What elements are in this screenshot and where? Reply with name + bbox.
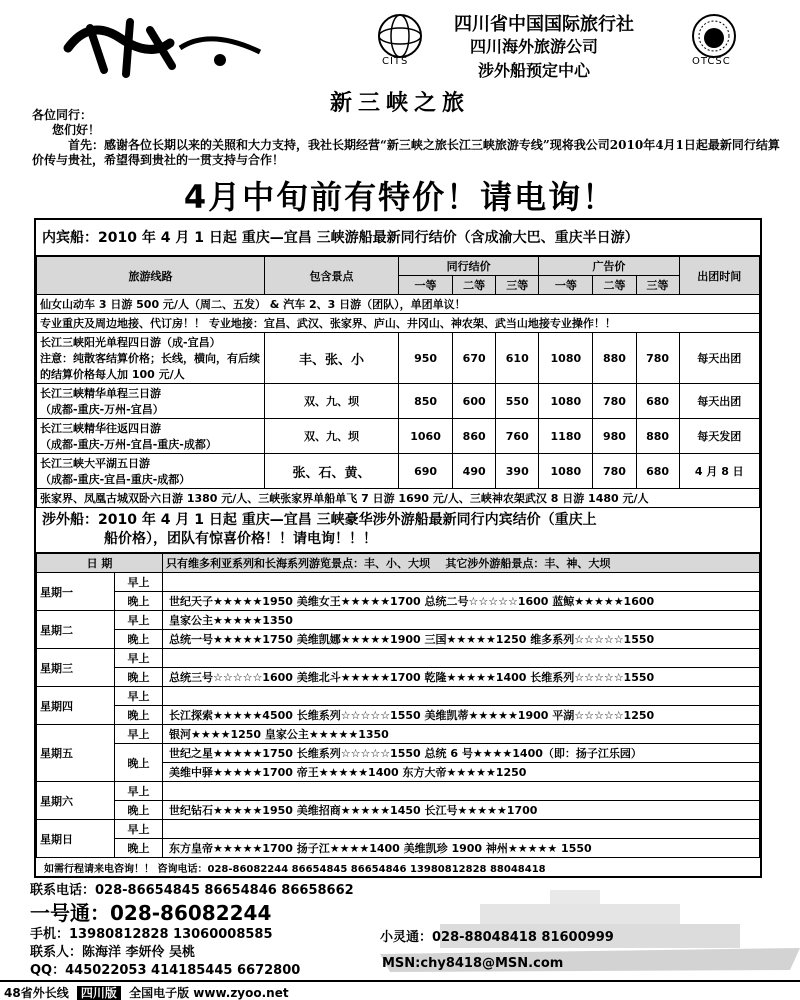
route-detail: 注意：纯散客结算价格；长线，横向，有后续的结算价格每人加 100 元/人 [40,352,260,381]
cruise-pm: 世纪天子★★★★★1950 美维女王★★★★★1700 总统二号☆☆☆☆☆1600 蓝鲸★★★★★1600 [163,592,760,611]
price: 780 [593,454,636,489]
route-name: 长江三峡精华单程三日游 [40,387,161,400]
foreign-note-2: 其它涉外游船景点：丰、神、大坝 [445,557,611,570]
cruise-pm: 美维中驿★★★★★1700 帝王★★★★★1400 东方大帝★★★★★1250 [163,763,760,782]
slot-pm: 晚上 [115,744,163,782]
col-ad: 广告价 [539,257,679,276]
cruise-pm: 总统一号★★★★★1750 美维凯娜★★★★★1900 三国★★★★★1250 维多系列☆☆☆☆☆1550 [163,630,760,649]
price: 600 [453,384,496,419]
contact-msn: MSN:chy8418@MSN.com [382,956,564,971]
col-class: 二等 [593,276,636,295]
cruise-am [163,687,760,706]
col-depart: 出团时间 [679,257,759,295]
slot-am: 早上 [115,782,163,801]
slot-pm: 晚上 [115,839,163,858]
route-name: 长江三峡精华往返四日游 [40,422,161,435]
slot-pm: 晚上 [115,592,163,611]
note-row: 专业重庆及周边地接、代订房！！ 专业地接：宜昌、武汉、张家界、庐山、井冈山、神农架、武当山地接专业操作！！ [37,314,760,333]
table-row [37,333,760,384]
page-number: 48省外长线 [4,986,69,1000]
org-name-2: 四川海外旅游公司 [470,37,599,56]
day-label: 星期五 [37,725,115,782]
table-row [37,384,760,419]
cits-label: CITS [382,56,409,67]
slot-am: 早上 [115,573,163,592]
col-class: 三等 [636,276,679,295]
contact-xiaoling: 小灵通：028-88048418 81600999 [380,930,614,945]
col-class: 二等 [453,276,496,295]
foreign-note-1: 只有维多利亚系列和长海系列游览景点：丰、小、大坝 [166,557,430,570]
price: 860 [453,419,496,454]
depart: 每天出团 [679,384,759,419]
cruise-pm: 世纪钻石★★★★★1950 美维招商★★★★★1450 长江号★★★★★1700 [163,801,760,820]
price: 880 [593,333,636,384]
price-box [34,218,762,878]
edition-badge: 四川版 [77,986,121,1000]
slot-am: 早上 [115,649,163,668]
col-spots: 包含景点 [265,257,399,295]
price: 780 [593,384,636,419]
contact-persons: 联系人：陈海洋 李妍伶 吴桃 [30,945,196,960]
page-subtitle: 新三峡之旅 [329,90,470,116]
day-label: 星期三 [37,649,115,687]
route-name: 长江三峡阳光单程四日游（成-宜昌） [40,336,221,349]
price: 950 [399,333,453,384]
price: 850 [399,384,453,419]
cruise-am [163,649,760,668]
spots: 丰、张、小 [265,333,399,384]
cruise-pm: 长江探索★★★★★4500 长维系列☆☆☆☆☆1550 美维凯蒂★★★★★1900 平湖☆☆☆☆☆1250 [163,706,760,725]
depart: 每天发团 [679,419,759,454]
org-name-1: 四川省中国国际旅行社 [454,14,634,35]
note-row: 张家界、凤凰古城双卧六日游 1380 元/人、三峡张家界单船单飞 7 日游 1690 元/人、三峡神农架武汉 8 日游 1480 元/人 [37,489,760,508]
price: 390 [496,454,539,489]
price: 1080 [539,333,593,384]
cruise-am [163,573,760,592]
day-label: 星期六 [37,782,115,820]
price: 880 [636,419,679,454]
spots: 张、石、黄、 [265,454,399,489]
price: 1080 [539,384,593,419]
spots: 双、九、坝 [265,384,399,419]
day-label: 星期二 [37,611,115,649]
route-detail: （成都-重庆-万州-宜昌-重庆-成都） [40,438,217,451]
cruise-am [163,782,760,801]
col-route: 旅游线路 [37,257,265,295]
price: 1180 [539,419,593,454]
price: 690 [399,454,453,489]
otcsc-logo-icon [690,12,738,60]
contact-mobile: 手机：13980812828 13060008585 [30,927,273,942]
xinxia-logo [60,8,280,80]
route-detail: （成都-重庆-宜昌-重庆-成都） [40,473,191,486]
col-peer: 同行结价 [399,257,539,276]
route-name: 长江三峡大平湖五日游 [40,457,150,470]
cruise-pm: 世纪之星★★★★★1750 长维系列☆☆☆☆☆1550 总统 6 号★★★★1400（即：扬子江乐园） [163,744,760,763]
cruise-am: 皇家公主★★★★★1350 [163,611,760,630]
price: 490 [453,454,496,489]
contact-hotline: 一号通：028-86082244 [30,901,272,925]
col-class: 一等 [399,276,453,295]
depart: 每天出团 [679,333,759,384]
greeting-line-2: 您们好！ [52,123,101,137]
foreign-title-line-2: 船价格），团队有惊喜价格！！请电询！！！ [104,531,377,547]
slot-am: 早上 [115,820,163,839]
contact-qq: QQ：445022053 414185445 6672800 [30,963,301,978]
price: 670 [453,333,496,384]
note-row: 仙女山动车 3 日游 500 元/人（周二、五发） & 汽车 2、3 日游（团队），单团单议！ [37,295,760,314]
slot-am: 早上 [115,725,163,744]
price: 760 [496,419,539,454]
day-label: 星期一 [37,573,115,611]
greeting [32,108,782,168]
slot-pm: 晚上 [115,630,163,649]
price: 1060 [399,419,453,454]
price: 610 [496,333,539,384]
slot-pm: 晚上 [115,668,163,687]
page-footer [0,980,800,1000]
greeting-line-1: 各位同行： [32,108,93,122]
slot-pm: 晚上 [115,706,163,725]
price: 550 [496,384,539,419]
day-label: 星期四 [37,687,115,725]
org-name-3: 涉外船预定中心 [478,61,591,80]
foreign-title-line-1: 涉外船：2010 年 4 月 1 日起 重庆—宜昌 三峡豪华涉外游船最新同行内宾结价（重庆上 [42,512,597,528]
greeting-line-3: 首先：感谢各位长期以来的关照和大力支持，我社长期经营“新三峡之旅长江三峡旅游专线”现将我公司2010年4月1日起最新同行结算价传与贵社，希望得到贵社的一贯支持与合作！ [32,138,780,167]
price: 680 [636,454,679,489]
price: 680 [636,384,679,419]
route-detail: （成都-重庆-万州-宜昌） [40,403,164,416]
cruise-am: 银河★★★★1250 皇家公主★★★★★1350 [163,725,760,744]
col-class: 一等 [539,276,593,295]
headline: 4月中旬前有特价！请电询！ [183,178,617,216]
table-row [37,454,760,489]
cruise-pm: 东方皇帝★★★★★1700 扬子江★★★★1400 美维凯珍 1900 神州★★★★★ 1550 [163,839,760,858]
price: 980 [593,419,636,454]
website: 全国电子版 www.zyoo.net [129,986,289,1000]
cruise-am [163,820,760,839]
depart: 4 月 8 日 [679,454,759,489]
foreign-title [36,508,760,553]
domestic-table [36,256,760,508]
col-class: 三等 [496,276,539,295]
foreign-table [36,553,760,858]
price: 780 [636,333,679,384]
spots: 双、九、坝 [265,419,399,454]
cits-logo-icon [376,12,424,60]
col-day: 日 期 [37,554,163,573]
slot-pm: 晚上 [115,801,163,820]
otcsc-label: OTCSC [692,56,731,67]
cruise-pm: 总统三号☆☆☆☆☆1600 美维北斗★★★★★1700 乾隆★★★★★1400 长维系列☆☆☆☆☆1550 [163,668,760,687]
slot-am: 早上 [115,687,163,706]
contact-phone: 联系电话：028-86654845 86654846 86658662 [30,883,354,898]
table-row [37,419,760,454]
slot-am: 早上 [115,611,163,630]
consult-note: 如需行程请来电咨询！！ 咨询电话：028-86082244 86654845 86654846 13980812828 88048418 [44,864,546,875]
domestic-title: 内宾船：2010 年 4 月 1 日起 重庆—宜昌 三峡游船最新同行结价（含成渝大巴、重庆半日游） [36,220,760,256]
day-label: 星期日 [37,820,115,858]
price: 1080 [539,454,593,489]
